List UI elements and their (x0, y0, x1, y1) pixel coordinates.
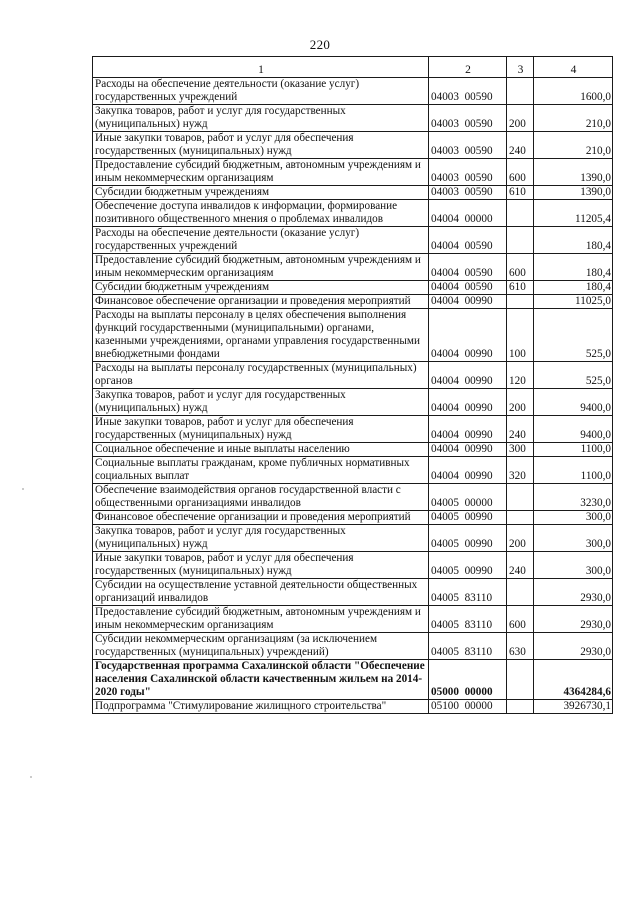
page-number: 220 (309, 37, 331, 52)
row-expense-type-cell (507, 295, 534, 309)
table-row (93, 78, 613, 105)
row-code-cell: 04005 00990 (429, 552, 507, 579)
row-code-cell: 04003 00590 (429, 78, 507, 105)
row-name-cell: Субсидии бюджетным учреждениям (93, 186, 429, 200)
row-amount-cell: 210,0 (534, 105, 613, 132)
table-row (93, 457, 613, 484)
row-expense-type-cell: 320 (507, 457, 534, 484)
row-name-cell: Предоставление субсидий бюджетным, автономным учреждениям и иным некоммерческим организациям (93, 159, 429, 186)
row-name-cell: Закупка товаров, работ и услуг для государственных (муниципальных) нужд (93, 525, 429, 552)
row-code-cell: 04004 00990 (429, 309, 507, 362)
row-expense-type-cell: 200 (507, 389, 534, 416)
row-expense-type-cell: 600 (507, 159, 534, 186)
row-code-cell: 04003 00590 (429, 159, 507, 186)
row-expense-type-cell: 240 (507, 552, 534, 579)
row-amount-cell: 525,0 (534, 362, 613, 389)
row-code-cell: 04004 00990 (429, 416, 507, 443)
row-code-cell: 04004 00590 (429, 227, 507, 254)
row-expense-type-cell: 600 (507, 606, 534, 633)
table-row (93, 186, 613, 200)
row-name-cell: Подпрограмма "Стимулирование жилищного строительства" (93, 700, 429, 714)
row-code-cell: 04005 00990 (429, 511, 507, 525)
row-code-cell: 04004 00990 (429, 362, 507, 389)
row-code-cell: 04004 00990 (429, 457, 507, 484)
row-amount-cell: 3230,0 (534, 484, 613, 511)
row-expense-type-cell (507, 700, 534, 714)
row-expense-type-cell: 200 (507, 105, 534, 132)
row-name-cell: Предоставление субсидий бюджетным, автономным учреждениям и иным некоммерческим организациям (93, 254, 429, 281)
budget-table (92, 56, 613, 714)
row-expense-type-cell (507, 484, 534, 511)
row-expense-type-cell: 300 (507, 443, 534, 457)
row-name-cell: Расходы на обеспечение деятельности (оказание услуг) государственных учреждений (93, 78, 429, 105)
row-amount-cell: 210,0 (534, 132, 613, 159)
row-amount-cell: 1390,0 (534, 159, 613, 186)
row-amount-cell: 180,4 (534, 227, 613, 254)
table-row (93, 254, 613, 281)
table-row (93, 633, 613, 660)
table-row (93, 700, 613, 714)
table-body (93, 78, 613, 714)
table-row (93, 132, 613, 159)
row-expense-type-cell: 100 (507, 309, 534, 362)
row-amount-cell: 9400,0 (534, 416, 613, 443)
column-header-name: 1 (93, 57, 429, 78)
table-row (93, 606, 613, 633)
table-row (93, 525, 613, 552)
row-name-cell: Обеспечение взаимодействия органов государственной власти с общественными организациями инвалидов (93, 484, 429, 511)
row-expense-type-cell: 200 (507, 525, 534, 552)
row-name-cell: Субсидии на осуществление уставной деятельности общественных организаций инвалидов (93, 579, 429, 606)
row-amount-cell: 2930,0 (534, 606, 613, 633)
row-name-cell: Иные закупки товаров, работ и услуг для обеспечения государственных (муниципальных) нужд (93, 552, 429, 579)
row-amount-cell: 2930,0 (534, 579, 613, 606)
row-amount-cell: 1100,0 (534, 457, 613, 484)
row-expense-type-cell: 610 (507, 281, 534, 295)
column-header-amount: 4 (534, 57, 613, 78)
row-expense-type-cell: 240 (507, 132, 534, 159)
row-amount-cell: 4364284,6 (534, 660, 613, 700)
row-expense-type-cell (507, 78, 534, 105)
row-expense-type-cell (507, 200, 534, 227)
row-name-cell: Субсидии бюджетным учреждениям (93, 281, 429, 295)
row-code-cell: 04003 00590 (429, 186, 507, 200)
row-amount-cell: 180,4 (534, 281, 613, 295)
row-amount-cell: 11025,0 (534, 295, 613, 309)
row-expense-type-cell: 630 (507, 633, 534, 660)
row-code-cell: 04005 00000 (429, 484, 507, 511)
row-amount-cell: 1390,0 (534, 186, 613, 200)
row-expense-type-cell: 610 (507, 186, 534, 200)
row-name-cell: Расходы на выплаты персоналу государственных (муниципальных) органов (93, 362, 429, 389)
row-name-cell: Социальные выплаты гражданам, кроме публичных нормативных социальных выплат (93, 457, 429, 484)
row-name-cell: Иные закупки товаров, работ и услуг для обеспечения государственных (муниципальных) нужд (93, 416, 429, 443)
row-name-cell: Расходы на выплаты персоналу в целях обеспечения выполнения функций государственными (муниципальными) органами, казенными учреждениями, органами управления государственными внебюджетными фондами (93, 309, 429, 362)
row-amount-cell: 300,0 (534, 552, 613, 579)
row-code-cell: 05100 00000 (429, 700, 507, 714)
table-row (93, 484, 613, 511)
table-row (93, 227, 613, 254)
row-expense-type-cell: 600 (507, 254, 534, 281)
row-code-cell: 04004 00990 (429, 295, 507, 309)
row-amount-cell: 9400,0 (534, 389, 613, 416)
row-name-cell: Государственная программа Сахалинской области "Обеспечение населения Сахалинской области качественным жильем на 2014-2020 годы" (93, 660, 429, 700)
table-row (93, 443, 613, 457)
table-header-row (93, 57, 613, 78)
table-row (93, 309, 613, 362)
row-expense-type-cell: 120 (507, 362, 534, 389)
table-row (93, 579, 613, 606)
scan-speck (30, 776, 32, 778)
row-code-cell: 04005 83110 (429, 606, 507, 633)
row-amount-cell: 1100,0 (534, 443, 613, 457)
row-expense-type-cell (507, 579, 534, 606)
row-expense-type-cell (507, 227, 534, 254)
row-code-cell: 04004 00990 (429, 389, 507, 416)
table-row (93, 281, 613, 295)
row-amount-cell: 300,0 (534, 525, 613, 552)
row-code-cell: 04003 00590 (429, 105, 507, 132)
row-amount-cell: 525,0 (534, 309, 613, 362)
row-code-cell: 04005 00990 (429, 525, 507, 552)
row-code-cell: 04003 00590 (429, 132, 507, 159)
table-row (93, 511, 613, 525)
row-amount-cell: 11205,4 (534, 200, 613, 227)
table-row (93, 105, 613, 132)
table-row (93, 552, 613, 579)
row-code-cell: 04004 00590 (429, 254, 507, 281)
row-amount-cell: 3926730,1 (534, 700, 613, 714)
row-name-cell: Социальное обеспечение и иные выплаты населению (93, 443, 429, 457)
row-name-cell: Обеспечение доступа инвалидов к информации, формирование позитивного общественного мнения о проблемах инвалидов (93, 200, 429, 227)
row-amount-cell: 300,0 (534, 511, 613, 525)
row-code-cell: 04004 00000 (429, 200, 507, 227)
row-code-cell: 04005 83110 (429, 579, 507, 606)
row-name-cell: Иные закупки товаров, работ и услуг для обеспечения государственных (муниципальных) нужд (93, 132, 429, 159)
row-code-cell: 05000 00000 (429, 660, 507, 700)
row-name-cell: Расходы на обеспечение деятельности (оказание услуг) государственных учреждений (93, 227, 429, 254)
row-name-cell: Предоставление субсидий бюджетным, автономным учреждениям и иным некоммерческим организациям (93, 606, 429, 633)
table-row (93, 362, 613, 389)
row-name-cell: Закупка товаров, работ и услуг для государственных (муниципальных) нужд (93, 389, 429, 416)
scan-speck (22, 488, 24, 490)
table-row (93, 159, 613, 186)
row-amount-cell: 180,4 (534, 254, 613, 281)
table-row (93, 416, 613, 443)
row-name-cell: Финансовое обеспечение организации и проведения мероприятий (93, 511, 429, 525)
row-code-cell: 04005 83110 (429, 633, 507, 660)
table-row (93, 389, 613, 416)
row-expense-type-cell (507, 511, 534, 525)
row-code-cell: 04004 00990 (429, 443, 507, 457)
row-amount-cell: 1600,0 (534, 78, 613, 105)
column-header-code: 2 (429, 57, 507, 78)
row-code-cell: 04004 00590 (429, 281, 507, 295)
row-expense-type-cell (507, 660, 534, 700)
row-name-cell: Закупка товаров, работ и услуг для государственных (муниципальных) нужд (93, 105, 429, 132)
table-row (93, 660, 613, 700)
row-expense-type-cell: 240 (507, 416, 534, 443)
row-name-cell: Финансовое обеспечение организации и проведения мероприятий (93, 295, 429, 309)
table-row (93, 200, 613, 227)
table-row (93, 295, 613, 309)
column-header-expense-type: 3 (507, 57, 534, 78)
row-amount-cell: 2930,0 (534, 633, 613, 660)
row-name-cell: Субсидии некоммерческим организациям (за исключением государственных (муниципальных) учреждений) (93, 633, 429, 660)
